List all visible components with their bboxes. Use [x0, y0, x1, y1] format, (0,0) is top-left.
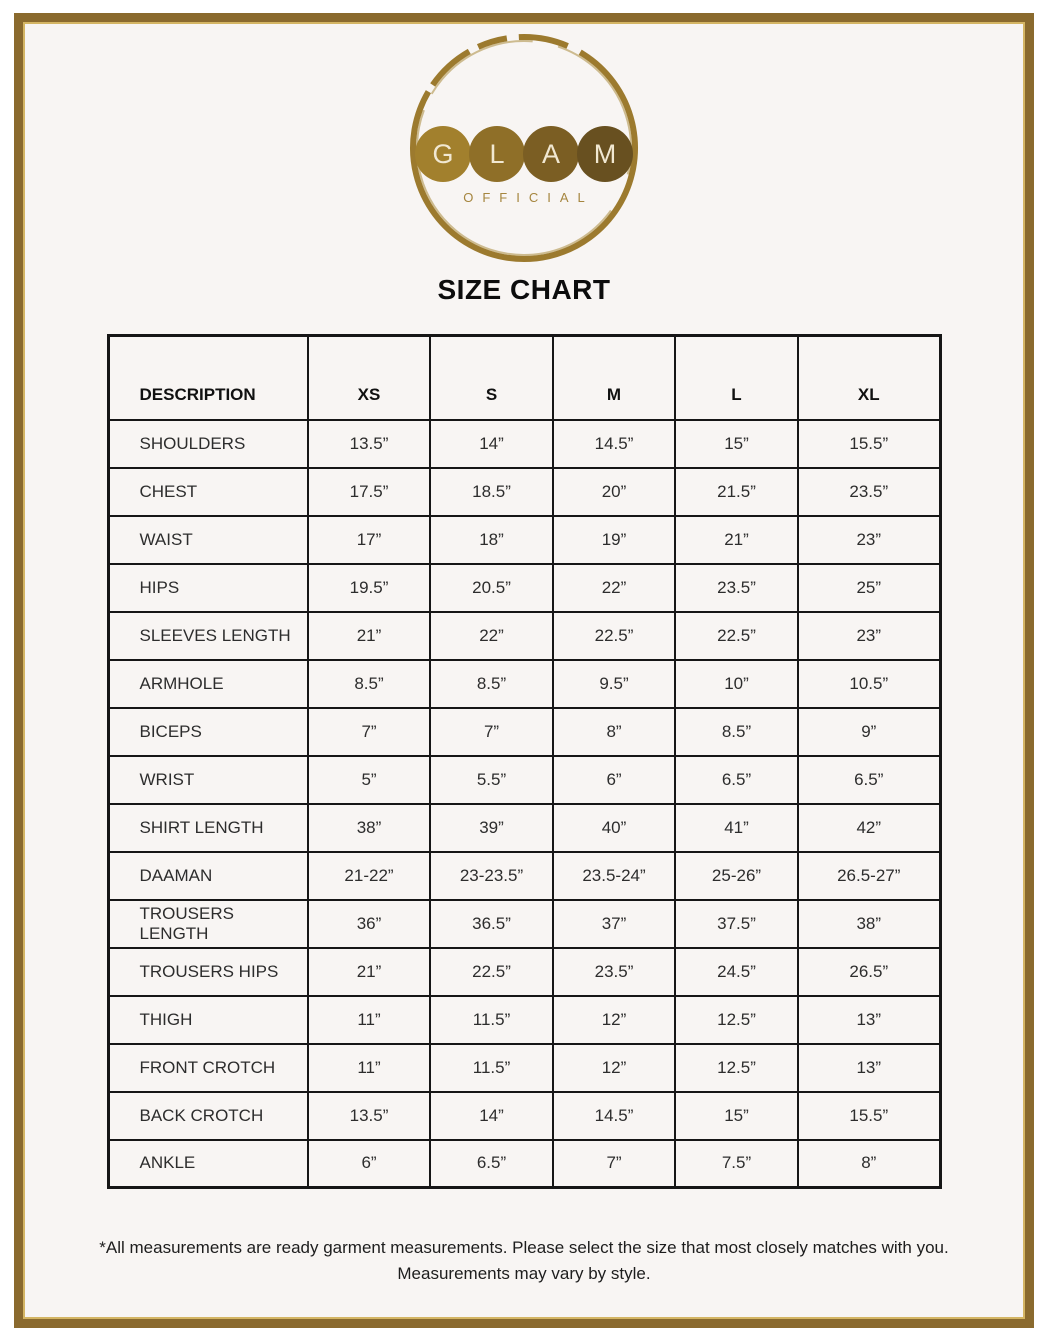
cell-value: 8” [798, 1140, 940, 1188]
cell-value: 37” [553, 900, 675, 948]
cell-value: 11” [308, 1044, 430, 1092]
row-label: HIPS [108, 564, 308, 612]
cell-value: 6” [553, 756, 675, 804]
cell-value: 40” [553, 804, 675, 852]
cell-value: 14.5” [553, 420, 675, 468]
cell-value: 18” [430, 516, 553, 564]
cell-value: 17.5” [308, 468, 430, 516]
row-label: SHOULDERS [108, 420, 308, 468]
row-label: WRIST [108, 756, 308, 804]
footnote-line2: Measurements may vary by style. [397, 1264, 651, 1284]
row-label: SLEEVES LENGTH [108, 612, 308, 660]
brand-logo [404, 30, 644, 264]
page-frame [14, 13, 1034, 1328]
cell-value: 8.5” [308, 660, 430, 708]
size-table-body [108, 420, 940, 1188]
table-row [108, 468, 940, 516]
table-row [108, 900, 940, 948]
brand-letter-circle: M [577, 126, 633, 182]
row-label: CHEST [108, 468, 308, 516]
cell-value: 14” [430, 420, 553, 468]
cell-value: 25-26” [675, 852, 798, 900]
cell-value: 23” [798, 516, 940, 564]
cell-value: 6.5” [675, 756, 798, 804]
cell-value: 24.5” [675, 948, 798, 996]
brand-letter-circle: L [469, 126, 525, 182]
cell-value: 37.5” [675, 900, 798, 948]
cell-value: 14” [430, 1092, 553, 1140]
table-row [108, 612, 940, 660]
cell-value: 22.5” [675, 612, 798, 660]
cell-value: 19.5” [308, 564, 430, 612]
table-row [108, 948, 940, 996]
page-title: SIZE CHART [437, 274, 611, 305]
cell-value: 38” [798, 900, 940, 948]
table-row [108, 420, 940, 468]
table-row [108, 564, 940, 612]
cell-value: 7.5” [675, 1140, 798, 1188]
cell-value: 21” [308, 948, 430, 996]
table-row [108, 1092, 940, 1140]
table-row [108, 708, 940, 756]
cell-value: 12.5” [675, 1044, 798, 1092]
cell-value: 8.5” [675, 708, 798, 756]
header-xs: XS [308, 336, 430, 420]
cell-value: 22” [430, 612, 553, 660]
brand-subtitle: OFFICIAL [463, 190, 594, 205]
brand-letter-circle: G [415, 126, 471, 182]
table-row [108, 804, 940, 852]
cell-value: 12” [553, 1044, 675, 1092]
cell-value: 42” [798, 804, 940, 852]
brand-letter-circle: A [523, 126, 579, 182]
cell-value: 7” [553, 1140, 675, 1188]
table-row [108, 660, 940, 708]
cell-value: 5” [308, 756, 430, 804]
table-row [108, 516, 940, 564]
row-label: THIGH [108, 996, 308, 1044]
header-m: M [553, 336, 675, 420]
cell-value: 10.5” [798, 660, 940, 708]
cell-value: 14.5” [553, 1092, 675, 1140]
row-label: BICEPS [108, 708, 308, 756]
cell-value: 13” [798, 1044, 940, 1092]
cell-value: 23.5” [675, 564, 798, 612]
size-chart-table [107, 334, 942, 1189]
cell-value: 36” [308, 900, 430, 948]
header-description: DESCRIPTION [108, 336, 308, 420]
cell-value: 41” [675, 804, 798, 852]
row-label: TROUSERS HIPS [108, 948, 308, 996]
cell-value: 9.5” [553, 660, 675, 708]
cell-value: 23.5” [798, 468, 940, 516]
footnote [74, 1235, 974, 1288]
cell-value: 38” [308, 804, 430, 852]
cell-value: 26.5” [798, 948, 940, 996]
cell-value: 22.5” [553, 612, 675, 660]
row-label: ARMHOLE [108, 660, 308, 708]
cell-value: 23.5” [553, 948, 675, 996]
cell-value: 6.5” [430, 1140, 553, 1188]
header-row [108, 336, 940, 420]
row-label: FRONT CROTCH [108, 1044, 308, 1092]
cell-value: 39” [430, 804, 553, 852]
row-label: TROUSERS LENGTH [108, 900, 308, 948]
cell-value: 8.5” [430, 660, 553, 708]
cell-value: 13.5” [308, 1092, 430, 1140]
table-row [108, 996, 940, 1044]
cell-value: 17” [308, 516, 430, 564]
cell-value: 11” [308, 996, 430, 1044]
header-xl: XL [798, 336, 940, 420]
cell-value: 8” [553, 708, 675, 756]
cell-value: 18.5” [430, 468, 553, 516]
cell-value: 36.5” [430, 900, 553, 948]
cell-value: 6” [308, 1140, 430, 1188]
header-l: L [675, 336, 798, 420]
cell-value: 26.5-27” [798, 852, 940, 900]
cell-value: 13” [798, 996, 940, 1044]
cell-value: 10” [675, 660, 798, 708]
cell-value: 12.5” [675, 996, 798, 1044]
cell-value: 15” [675, 420, 798, 468]
cell-value: 11.5” [430, 1044, 553, 1092]
cell-value: 23” [798, 612, 940, 660]
cell-value: 21” [308, 612, 430, 660]
cell-value: 15” [675, 1092, 798, 1140]
table-row [108, 852, 940, 900]
cell-value: 7” [308, 708, 430, 756]
cell-value: 15.5” [798, 420, 940, 468]
cell-value: 20.5” [430, 564, 553, 612]
cell-value: 15.5” [798, 1092, 940, 1140]
cell-value: 11.5” [430, 996, 553, 1044]
cell-value: 20” [553, 468, 675, 516]
brand-wordmark [416, 126, 632, 182]
cell-value: 21” [675, 516, 798, 564]
table-row [108, 1140, 940, 1188]
cell-value: 21-22” [308, 852, 430, 900]
footnote-line1: *All measurements are ready garment measurements. Please select the size that most closely matches with you. [99, 1238, 949, 1257]
table-row [108, 1044, 940, 1092]
row-label: ANKLE [108, 1140, 308, 1188]
cell-value: 21.5” [675, 468, 798, 516]
cell-value: 25” [798, 564, 940, 612]
cell-value: 22.5” [430, 948, 553, 996]
cell-value: 22” [553, 564, 675, 612]
cell-value: 7” [430, 708, 553, 756]
header-s: S [430, 336, 553, 420]
row-label: BACK CROTCH [108, 1092, 308, 1140]
cell-value: 23.5-24” [553, 852, 675, 900]
cell-value: 19” [553, 516, 675, 564]
cell-value: 6.5” [798, 756, 940, 804]
table-row [108, 756, 940, 804]
cell-value: 12” [553, 996, 675, 1044]
cell-value: 9” [798, 708, 940, 756]
cell-value: 13.5” [308, 420, 430, 468]
row-label: WAIST [108, 516, 308, 564]
cell-value: 5.5” [430, 756, 553, 804]
row-label: DAAMAN [108, 852, 308, 900]
cell-value: 23-23.5” [430, 852, 553, 900]
row-label: SHIRT LENGTH [108, 804, 308, 852]
table-header [108, 336, 940, 420]
